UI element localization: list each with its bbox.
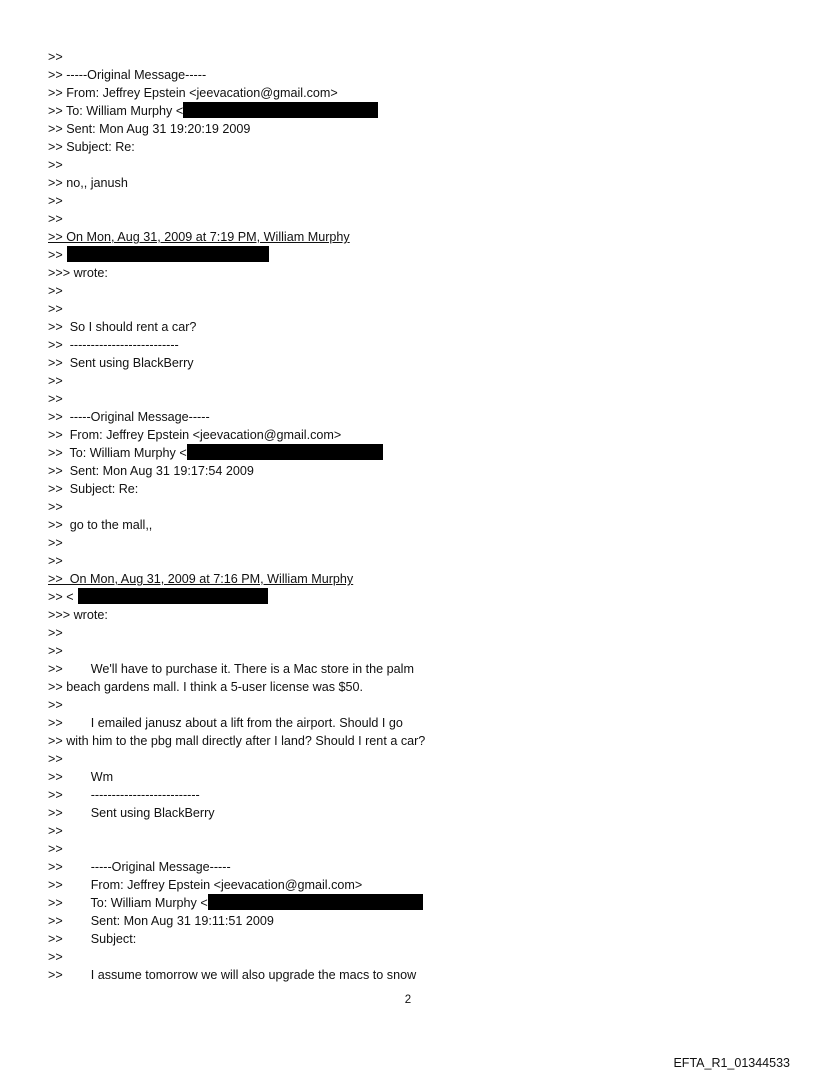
text-line — [48, 966, 416, 984]
line-text: >> On Mon, Aug 31, 2009 at 7:19 PM, William Murphy — [48, 230, 350, 244]
text-line — [48, 228, 350, 246]
line-text: >> — [48, 626, 63, 640]
text-line — [48, 840, 63, 858]
line-text: >> To: William Murphy < — [48, 446, 187, 460]
text-line — [48, 282, 63, 300]
text-line — [48, 498, 63, 516]
text-line — [48, 876, 362, 894]
line-text: >> Subject: — [48, 932, 137, 946]
text-line — [48, 300, 63, 318]
line-text: >> — [48, 50, 63, 64]
text-line — [48, 372, 63, 390]
line-text: >> We'll have to purchase it. There is a Mac store in the palm — [48, 662, 414, 676]
line-text: >> — [48, 194, 63, 208]
redaction-block — [183, 102, 378, 118]
line-text: >> Sent using BlackBerry — [48, 356, 194, 370]
text-line — [48, 66, 206, 84]
line-text: >> I assume tomorrow we will also upgrade the macs to snow — [48, 968, 417, 982]
text-line — [48, 390, 63, 408]
text-line — [48, 624, 63, 642]
line-text: >> go to the mall,, — [48, 518, 153, 532]
text-line — [48, 84, 338, 102]
text-line — [48, 894, 423, 912]
line-text: >> -----Original Message----- — [48, 860, 231, 874]
text-line — [48, 264, 108, 282]
redaction-block — [208, 894, 423, 910]
line-text: >> — [48, 752, 63, 766]
line-text: >> Subject: Re: — [48, 482, 139, 496]
line-text: >> Sent: Mon Aug 31 19:17:54 2009 — [48, 464, 254, 478]
redaction-block — [78, 588, 268, 604]
text-line — [48, 462, 254, 480]
line-text: >> Wm — [48, 770, 114, 784]
text-line — [48, 642, 63, 660]
line-text: >>> wrote: — [48, 608, 108, 622]
text-line — [48, 732, 425, 750]
line-text: >> — [48, 248, 63, 262]
line-text: >> — [48, 284, 63, 298]
page-number: 2 — [404, 994, 412, 1006]
text-line — [48, 210, 63, 228]
text-line — [48, 696, 63, 714]
line-text: >> — [48, 842, 63, 856]
text-line — [48, 408, 210, 426]
text-line — [48, 768, 113, 786]
line-text: >> So I should rent a car? — [48, 320, 197, 334]
text-line — [48, 516, 152, 534]
line-text: >> -----Original Message----- — [48, 68, 207, 82]
line-text: >> Sent: Mon Aug 31 19:20:19 2009 — [48, 122, 251, 136]
text-line — [48, 426, 341, 444]
line-text: >> -----Original Message----- — [48, 410, 210, 424]
line-text: >> — [48, 500, 63, 514]
line-text: >> From: Jeffrey Epstein <jeevacation@gmail.com> — [48, 428, 342, 442]
text-line — [48, 318, 196, 336]
text-line — [48, 660, 414, 678]
text-line — [48, 552, 63, 570]
text-line — [48, 912, 274, 930]
line-text: >> -------------------------- — [48, 338, 179, 352]
text-line — [48, 174, 128, 192]
text-line — [48, 480, 138, 498]
line-text: >> — [48, 536, 63, 550]
text-line — [48, 246, 269, 264]
line-text: >> — [48, 950, 63, 964]
line-text: >> — [48, 392, 63, 406]
text-line — [48, 336, 179, 354]
text-line — [48, 534, 63, 552]
line-text: >> -------------------------- — [48, 788, 200, 802]
text-line — [48, 750, 63, 768]
text-line — [48, 588, 268, 606]
text-line — [48, 678, 363, 696]
line-text: >> with him to the pbg mall directly after I land? Should I rent a car? — [48, 734, 426, 748]
line-text: >> To: William Murphy < — [48, 896, 208, 910]
line-text: >> On Mon, Aug 31, 2009 at 7:16 PM, William Murphy — [48, 572, 354, 586]
text-line — [48, 192, 63, 210]
text-line — [48, 822, 63, 840]
text-line — [48, 606, 108, 624]
text-line — [48, 714, 403, 732]
line-text: >> To: William Murphy < — [48, 104, 184, 118]
line-text: >> Subject: Re: — [48, 140, 135, 154]
line-text: >> — [48, 644, 63, 658]
line-text: >> < — [48, 590, 74, 604]
line-text: >> I emailed janusz about a lift from the airport. Should I go — [48, 716, 403, 730]
line-text: >> From: Jeffrey Epstein <jeevacation@gmail.com> — [48, 878, 363, 892]
line-text: >> beach gardens mall. I think a 5-user license was $50. — [48, 680, 364, 694]
line-text: >> — [48, 158, 63, 172]
line-text: >> From: Jeffrey Epstein <jeevacation@gmail.com> — [48, 86, 338, 100]
redaction-block — [187, 444, 383, 460]
line-text: >> — [48, 212, 63, 226]
text-line — [48, 570, 353, 588]
redaction-block — [67, 246, 269, 262]
text-line — [48, 156, 63, 174]
text-line — [48, 804, 215, 822]
line-text: >>> wrote: — [48, 266, 108, 280]
text-line — [48, 786, 200, 804]
text-line — [48, 48, 63, 66]
line-text: >> no,, janush — [48, 176, 128, 190]
line-text: >> — [48, 824, 63, 838]
text-line — [48, 354, 194, 372]
line-text: >> — [48, 374, 63, 388]
line-text: >> Sent using BlackBerry — [48, 806, 215, 820]
text-line — [48, 120, 250, 138]
text-line — [48, 444, 383, 462]
text-line — [48, 858, 231, 876]
text-line — [48, 138, 135, 156]
document-id-footer: EFTA_R1_01344533 — [673, 1056, 790, 1070]
line-text: >> — [48, 698, 63, 712]
text-line — [48, 930, 136, 948]
line-text: >> — [48, 554, 63, 568]
line-text: >> Sent: Mon Aug 31 19:11:51 2009 — [48, 914, 274, 928]
text-line — [48, 102, 378, 120]
text-line — [48, 948, 63, 966]
line-text: >> — [48, 302, 63, 316]
